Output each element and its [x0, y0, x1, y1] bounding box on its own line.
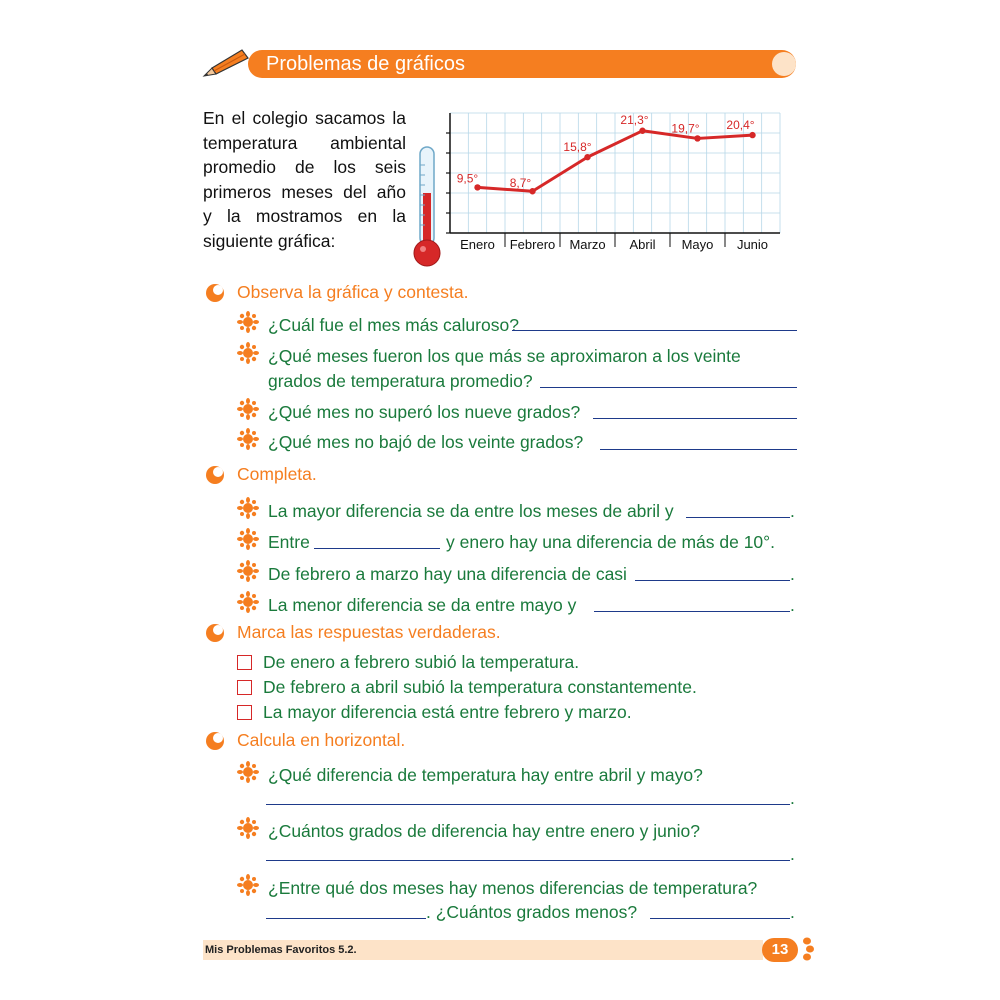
orange-splat-icon: [237, 817, 259, 839]
pencil-icon: [200, 46, 252, 82]
data-labels: [457, 113, 755, 190]
orange-bullet-icon: [205, 283, 225, 303]
answer-line[interactable]: [266, 804, 790, 805]
period: .: [790, 564, 795, 584]
answer-line[interactable]: [266, 860, 790, 861]
x-tick-label: Marzo: [569, 237, 606, 252]
orange-splat-icon: [237, 761, 259, 783]
orange-splat-icon: [237, 591, 259, 613]
orange-splat-icon: [237, 311, 259, 333]
question-text: ¿Qué mes no superó los nueve grados?: [268, 402, 581, 422]
true-false-checkbox[interactable]: [237, 680, 252, 695]
intro-line: promedio de los seis: [203, 157, 406, 177]
orange-splat-icon: [237, 874, 259, 896]
data-point: [639, 128, 645, 134]
answer-line[interactable]: [686, 517, 790, 518]
data-label: 9,5°: [456, 171, 479, 186]
true-false-checkbox[interactable]: [237, 655, 252, 670]
orange-bullet-icon: [205, 623, 225, 643]
section-title: Observa la gráfica y contesta.: [237, 282, 469, 302]
period: .: [790, 501, 795, 521]
completion-text: La mayor diferencia se da entre los meses de abril y: [268, 501, 674, 521]
page-title: Problemas de gráficos: [266, 53, 465, 75]
intro-line: siguiente gráfica:: [203, 230, 336, 251]
x-tick-label: Mayo: [681, 237, 714, 252]
completion-text: Entre: [268, 532, 310, 552]
completion-text: La menor diferencia se da entre mayo y: [268, 595, 577, 615]
page-number: 13: [762, 938, 798, 962]
section-title: Calcula en horizontal.: [237, 730, 406, 750]
data-label: 20,4°: [726, 118, 755, 133]
completion-text: De febrero a marzo hay una diferencia de casi: [268, 564, 627, 584]
data-point: [749, 132, 755, 138]
question-text: ¿Qué diferencia de temperatura hay entre abril y mayo?: [268, 765, 703, 785]
x-tick-label: Enero: [460, 237, 495, 252]
question-text: . ¿Cuántos grados menos?: [426, 902, 638, 922]
data-point: [584, 154, 590, 160]
section-title-marca: [205, 620, 501, 644]
period: .: [790, 902, 795, 922]
intro-line: y la mostramos en la: [203, 206, 406, 226]
question-text: ¿Cuál fue el mes más caluroso?: [268, 315, 519, 335]
answer-line[interactable]: [540, 387, 797, 388]
orange-bullet-icon: [205, 731, 225, 751]
data-label: 21,3°: [620, 112, 649, 127]
answer-line[interactable]: [266, 918, 426, 919]
section-title-observa: [205, 280, 469, 304]
intro-text: [203, 106, 406, 253]
period: .: [790, 788, 795, 808]
data-label: 8,7°: [509, 176, 532, 191]
question-text: ¿Qué meses fueron los que más se aproximaron a los veinte: [268, 346, 741, 366]
data-label: 19,7°: [671, 121, 700, 136]
header-banner-cap: [772, 52, 796, 76]
x-tick-label: Junio: [736, 237, 769, 252]
orange-splat-icon: [237, 560, 259, 582]
answer-line[interactable]: [314, 548, 440, 549]
temperature-line-chart: [440, 105, 790, 255]
question-text: ¿Entre qué dos meses hay menos diferencias de temperatura?: [268, 878, 758, 898]
paw-icon: [798, 936, 818, 962]
completion-text: y enero hay una diferencia de más de 10°.: [446, 532, 776, 552]
answer-line[interactable]: [600, 449, 797, 450]
data-point: [694, 135, 700, 141]
true-false-checkbox[interactable]: [237, 705, 252, 720]
x-tick-label: Febrero: [509, 237, 556, 252]
period: .: [790, 595, 795, 615]
orange-bullet-icon: [205, 465, 225, 485]
question-text: ¿Qué mes no bajó de los veinte grados?: [268, 432, 584, 452]
orange-splat-icon: [237, 497, 259, 519]
intro-line: primeros meses del año: [203, 181, 406, 202]
answer-line[interactable]: [594, 611, 790, 612]
statement-text: La mayor diferencia está entre febrero y marzo.: [263, 702, 632, 722]
answer-line[interactable]: [635, 580, 790, 581]
section-title: Marca las respuestas verdaderas.: [237, 622, 501, 642]
statement-text: De febrero a abril subió la temperatura constantemente.: [263, 677, 697, 697]
intro-line: En el colegio sacamos la: [203, 108, 406, 128]
orange-splat-icon: [237, 398, 259, 420]
orange-splat-icon: [237, 342, 259, 364]
answer-line[interactable]: [512, 330, 797, 331]
orange-splat-icon: [237, 528, 259, 550]
intro-line: temperatura ambiental: [203, 132, 406, 153]
statement-text: De enero a febrero subió la temperatura.: [263, 652, 580, 672]
question-text: ¿Cuántos grados de diferencia hay entre enero y junio?: [268, 821, 700, 841]
section-title: Completa.: [237, 464, 317, 484]
thermometer-icon: [410, 145, 444, 270]
x-tick-labels: [460, 237, 768, 252]
section-title-calcula: [205, 728, 405, 752]
question-text: grados de temperatura promedio?: [268, 371, 533, 391]
data-label: 15,8°: [563, 140, 592, 155]
x-tick-label: Abril: [629, 237, 656, 252]
period: .: [790, 844, 795, 864]
footer-text: Mis Problemas Favoritos 5.2.: [205, 944, 357, 956]
answer-line[interactable]: [650, 918, 790, 919]
orange-splat-icon: [237, 428, 259, 450]
section-title-completa: [205, 462, 317, 486]
answer-line[interactable]: [593, 418, 797, 419]
